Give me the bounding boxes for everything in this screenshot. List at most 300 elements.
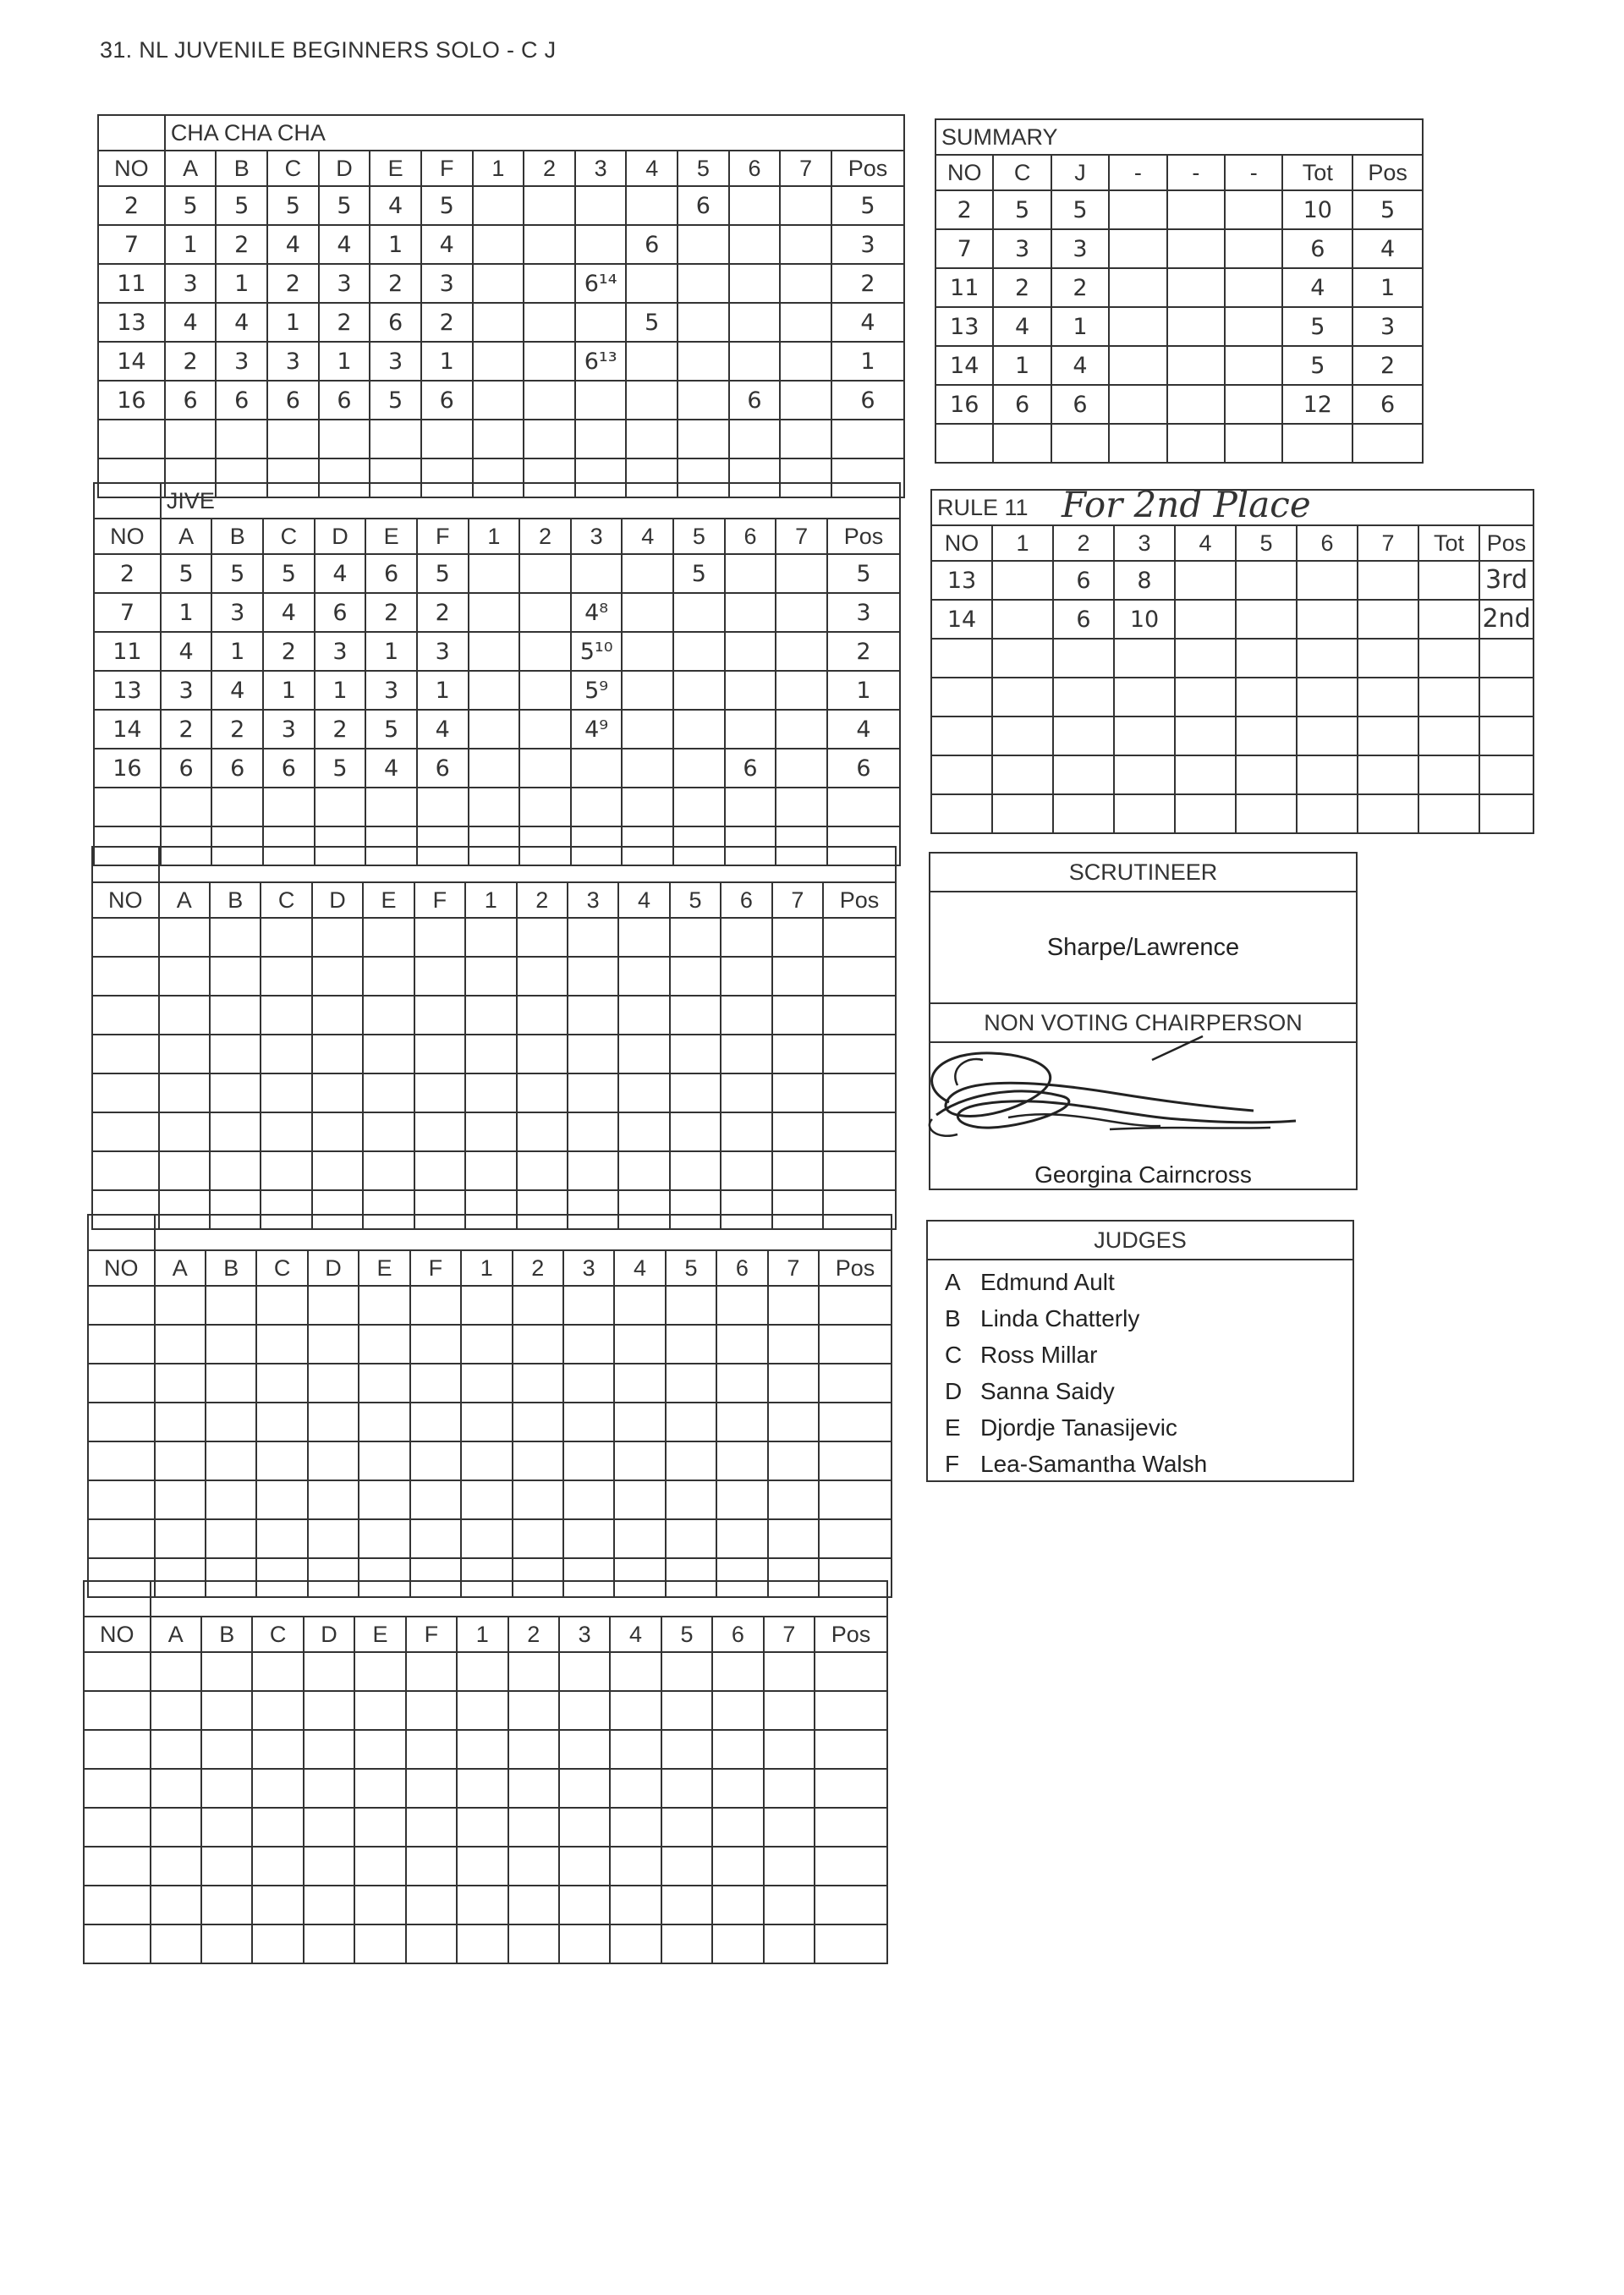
placing-count [670,918,721,957]
placing-count [772,1073,823,1112]
judge-mark [256,1403,307,1441]
placing-count [469,554,520,593]
rule11-no: 13 [931,561,992,600]
placing-count [614,1364,665,1403]
placing-count [457,1886,508,1924]
judge-mark [201,1924,252,1963]
competitor-number [88,1364,155,1403]
placing-count [661,1652,712,1691]
placing-count [568,1151,618,1190]
placing-count [729,420,781,458]
competitor-number [88,1441,155,1480]
judge-mark: 1 [267,303,319,342]
judge-mark [363,1151,414,1190]
judge-mark: 4 [211,671,263,710]
placing-count [776,554,827,593]
empty-cell [1358,561,1418,600]
judge-mark [414,1073,465,1112]
judge-mark: 5 [267,186,319,225]
position-cell [819,1364,892,1403]
column-header: 1 [469,519,520,554]
placing-count: 4⁸ [571,593,623,632]
placing-count [568,996,618,1035]
judge-mark [256,1441,307,1480]
placing-count [666,1325,716,1364]
column-header: - [1167,155,1225,190]
placing-count [568,1035,618,1073]
summary-c: 4 [993,307,1051,346]
placing-count [465,1035,516,1073]
empty-cell [992,561,1053,600]
empty-cell [1236,755,1297,794]
judge-mark: 6 [216,381,267,420]
judge-letter: B [945,1305,961,1331]
empty-cell [1109,424,1166,463]
judge-mark: 4 [267,225,319,264]
judge-mark [206,1403,256,1441]
placing-count [666,1403,716,1441]
table-row [98,342,904,381]
judge-mark [354,1808,405,1847]
placing-count [716,1403,767,1441]
placing-count [469,710,520,749]
judge-mark: 3 [421,264,473,303]
column-header: Tot [1418,525,1479,561]
judge-mark [155,1441,206,1480]
judge-mark: 3 [315,632,366,671]
dance-name-row [92,847,896,882]
column-header: NO [931,525,992,561]
empty-cell [1236,600,1297,639]
judge-mark [151,1730,201,1769]
table-row [88,1403,892,1441]
column-header: 1 [473,151,524,186]
empty-cell [1418,600,1479,639]
table-row [84,1652,887,1691]
rule11-note: For 2nd Place [1062,484,1311,525]
judge-mark: 4 [370,186,421,225]
placing-count [513,1286,563,1325]
rule11-pos [1479,639,1533,678]
column-header: 4 [626,151,678,186]
judge-mark [354,1730,405,1769]
column-header: C [261,882,311,918]
placing-count [780,225,831,264]
empty-cell [1167,346,1225,385]
empty-cell [1236,678,1297,717]
position-cell [823,957,896,996]
judge-mark [206,1325,256,1364]
judge-mark [363,996,414,1035]
placing-count [563,1441,614,1480]
table-row [84,1769,887,1808]
judge-mark [354,1769,405,1808]
rule11-c3 [1114,717,1175,755]
judge-mark [155,1325,206,1364]
position-cell [815,1652,887,1691]
position-cell: 6 [827,749,900,788]
position-cell [827,788,900,826]
judge-mark: 5 [161,554,212,593]
judge-mark: 1 [370,225,421,264]
judge-mark: 4 [161,632,212,671]
placing-count [622,749,673,788]
placing-count [729,186,781,225]
rule11-c3 [1114,678,1175,717]
competitor-number: 14 [94,710,161,749]
competitor-number [84,1769,151,1808]
judge-mark [159,1035,210,1073]
placing-count [508,1847,559,1886]
column-header: 2 [508,1617,559,1652]
judge-mark [406,1924,457,1963]
judge-mark [256,1480,307,1519]
empty-cell [1358,639,1418,678]
empty-cell [1175,561,1236,600]
column-header: - [1109,155,1166,190]
column-header-row [88,1250,892,1286]
judge-mark [304,1691,354,1730]
column-header: 5 [666,1250,716,1286]
position-cell: 2 [831,264,904,303]
summary-j [1051,424,1109,463]
placing-count [764,1652,815,1691]
judge-mark [261,996,311,1035]
rule11-no [931,678,992,717]
placing-count [519,671,571,710]
column-header: 7 [1358,525,1418,561]
judge-mark [252,1769,303,1808]
placing-count [622,554,673,593]
judge-mark [406,1730,457,1769]
placing-count [473,420,524,458]
placing-count: 6¹⁴ [575,264,627,303]
placing-count [457,1847,508,1886]
placing-count [666,1441,716,1480]
empty-cell [1297,639,1358,678]
corner-cell [94,483,161,519]
placing-count [508,1691,559,1730]
placing-count [618,1112,669,1151]
empty-cell [1297,755,1358,794]
competitor-number: 2 [94,554,161,593]
judge-mark [155,1364,206,1403]
table-row [935,307,1423,346]
judge-mark [308,1403,359,1441]
judge-mark [312,1112,363,1151]
placing-count [721,996,771,1035]
judge-mark [210,1151,261,1190]
table-row [98,420,904,458]
judge-mark [414,918,465,957]
placing-count: 5 [673,554,725,593]
column-header: 7 [764,1617,815,1652]
summary-c: 1 [993,346,1051,385]
placing-count [610,1808,661,1847]
summary-tot: 12 [1282,385,1352,424]
judge-mark [312,1073,363,1112]
judge-mark [151,1691,201,1730]
competitor-number [84,1886,151,1924]
placing-count [508,1769,559,1808]
column-header: E [363,882,414,918]
judge-mark [308,1286,359,1325]
judge-mark: 4 [216,303,267,342]
placing-count [776,788,827,826]
judge-mark [159,957,210,996]
placing-count [626,186,678,225]
column-header: 6 [721,882,771,918]
empty-cell [1175,600,1236,639]
column-header: 2 [1053,525,1114,561]
cha-cha-cha-table [97,114,905,498]
rule11-c2 [1053,678,1114,717]
column-header: 7 [776,519,827,554]
judge-mark [354,1924,405,1963]
empty-cell [1236,717,1297,755]
placing-count [666,1364,716,1403]
placing-count [670,1073,721,1112]
table-row [94,593,900,632]
placing-count [508,1808,559,1847]
judge-mark [256,1325,307,1364]
judge-mark: 4 [263,593,315,632]
placing-count [457,1924,508,1963]
table-row [935,268,1423,307]
placing-count [524,186,575,225]
column-header: 7 [768,1250,819,1286]
dance-name: JIVE [161,483,900,519]
judge-mark: 5 [319,186,370,225]
empty-cell [1358,794,1418,833]
placing-count [721,1151,771,1190]
placing-count [614,1325,665,1364]
placing-count [610,1769,661,1808]
placing-count: 6 [626,225,678,264]
judge-mark [410,1325,461,1364]
placing-count [571,554,623,593]
column-header: 2 [524,151,575,186]
placing-count [768,1286,819,1325]
placing-count [768,1441,819,1480]
judge-mark [261,1073,311,1112]
placing-count [461,1403,512,1441]
judge-mark [304,1808,354,1847]
column-header: Pos [823,882,896,918]
empty-cell [1236,794,1297,833]
placing-count: 6 [729,381,781,420]
placing-count [618,918,669,957]
column-header: 3 [563,1250,614,1286]
placing-count [563,1286,614,1325]
judge-mark [261,918,311,957]
summary-name-row [935,119,1423,155]
placing-count [461,1480,512,1519]
empty-cell [1225,346,1282,385]
summary-c: 6 [993,385,1051,424]
placing-count [473,342,524,381]
corner-cell [84,1581,151,1617]
column-header: 7 [772,882,823,918]
judge-mark [304,1886,354,1924]
placing-count [661,1730,712,1769]
judge-mark: 4 [319,225,370,264]
judge-mark [308,1364,359,1403]
judge-mark [312,1151,363,1190]
placing-count [524,303,575,342]
placing-count [473,303,524,342]
placing-count [764,1886,815,1924]
competitor-number [92,996,159,1035]
placing-count [524,264,575,303]
placing-count [614,1286,665,1325]
placing-count [559,1691,610,1730]
jive-table [93,482,901,866]
placing-count [780,264,831,303]
column-header: 6 [712,1617,763,1652]
placing-count [469,788,520,826]
position-cell [831,420,904,458]
position-cell [815,1847,887,1886]
placing-count [517,1035,568,1073]
table-row [98,186,904,225]
judge-mark [211,788,263,826]
column-header: A [159,882,210,918]
dance-name-row [94,483,900,519]
placing-count [610,1730,661,1769]
position-cell: 1 [827,671,900,710]
judge-mark [414,957,465,996]
judge-mark [414,1112,465,1151]
column-header: F [414,882,465,918]
column-header: C [267,151,319,186]
signature-image [898,1035,1338,1161]
judge-mark [406,1886,457,1924]
placing-count [764,1691,815,1730]
empty-cell [1358,755,1418,794]
table-row [92,1151,896,1190]
judge-mark: 2 [161,710,212,749]
placing-count [457,1769,508,1808]
judge-mark: 2 [315,710,366,749]
judge-mark [304,1847,354,1886]
table-row [935,424,1423,463]
position-cell: 5 [831,186,904,225]
position-cell [815,1886,887,1924]
placing-count [772,996,823,1035]
placing-count [524,420,575,458]
officials-box [929,852,1358,1190]
summary-pos: 2 [1352,346,1423,385]
rule11-no [931,755,992,794]
placing-count [776,710,827,749]
column-header: 6 [716,1250,767,1286]
column-header: 4 [622,519,673,554]
judge-mark: 6 [315,593,366,632]
placing-count [618,1035,669,1073]
placing-count [768,1519,819,1558]
placing-count [517,1073,568,1112]
table-row [88,1480,892,1519]
blank-dance-table-2 [87,1214,892,1598]
placing-count [559,1924,610,1963]
column-header: 1 [992,525,1053,561]
rule11-c2 [1053,755,1114,794]
placing-count [729,225,781,264]
column-header: 6 [1297,525,1358,561]
judge-mark: 6 [263,749,315,788]
placing-count: 6 [678,186,729,225]
competitor-number: 16 [98,381,165,420]
competitor-number [92,1151,159,1190]
judge-mark [252,1652,303,1691]
placing-count [517,996,568,1035]
judge-mark [410,1286,461,1325]
judge-mark [414,1151,465,1190]
summary-j: 2 [1051,268,1109,307]
judge-mark [256,1519,307,1558]
table-row [98,225,904,264]
judge-mark [359,1441,409,1480]
column-header: 2 [513,1250,563,1286]
judge-mark [201,1691,252,1730]
summary-no: 11 [935,268,993,307]
placing-count [563,1519,614,1558]
placing-count [457,1691,508,1730]
judge-mark [210,1035,261,1073]
placing-count [725,632,776,671]
table-row [84,1886,887,1924]
rule11-c3: 8 [1114,561,1175,600]
judge-mark [363,1112,414,1151]
table-row [931,794,1533,833]
column-header: B [206,1250,256,1286]
empty-cell [1167,268,1225,307]
judge-mark [210,1112,261,1151]
competitor-number [84,1924,151,1963]
table-row [88,1441,892,1480]
judges-list [928,1260,1352,1482]
judge-mark [206,1364,256,1403]
placing-count [780,186,831,225]
placing-count [721,957,771,996]
column-header: F [421,151,473,186]
judge-name: Edmund Ault [980,1269,1115,1295]
column-header: 2 [519,519,571,554]
rule11-header-row [931,525,1533,561]
empty-cell [1358,717,1418,755]
placing-count [716,1519,767,1558]
placing-count [716,1325,767,1364]
judge-mark [308,1480,359,1519]
placing-count [469,593,520,632]
placing-count [764,1924,815,1963]
column-header: - [1225,155,1282,190]
empty-cell [1418,678,1479,717]
judge-mark: 2 [421,303,473,342]
placing-count [673,671,725,710]
column-header: 4 [618,882,669,918]
placing-count [670,1151,721,1190]
column-header: 1 [461,1250,512,1286]
empty-cell [1297,561,1358,600]
competitor-number: 14 [98,342,165,381]
column-header: F [406,1617,457,1652]
judge-mark: 6 [165,381,217,420]
column-header: 4 [1175,525,1236,561]
empty-cell [1418,755,1479,794]
placing-count [465,1073,516,1112]
